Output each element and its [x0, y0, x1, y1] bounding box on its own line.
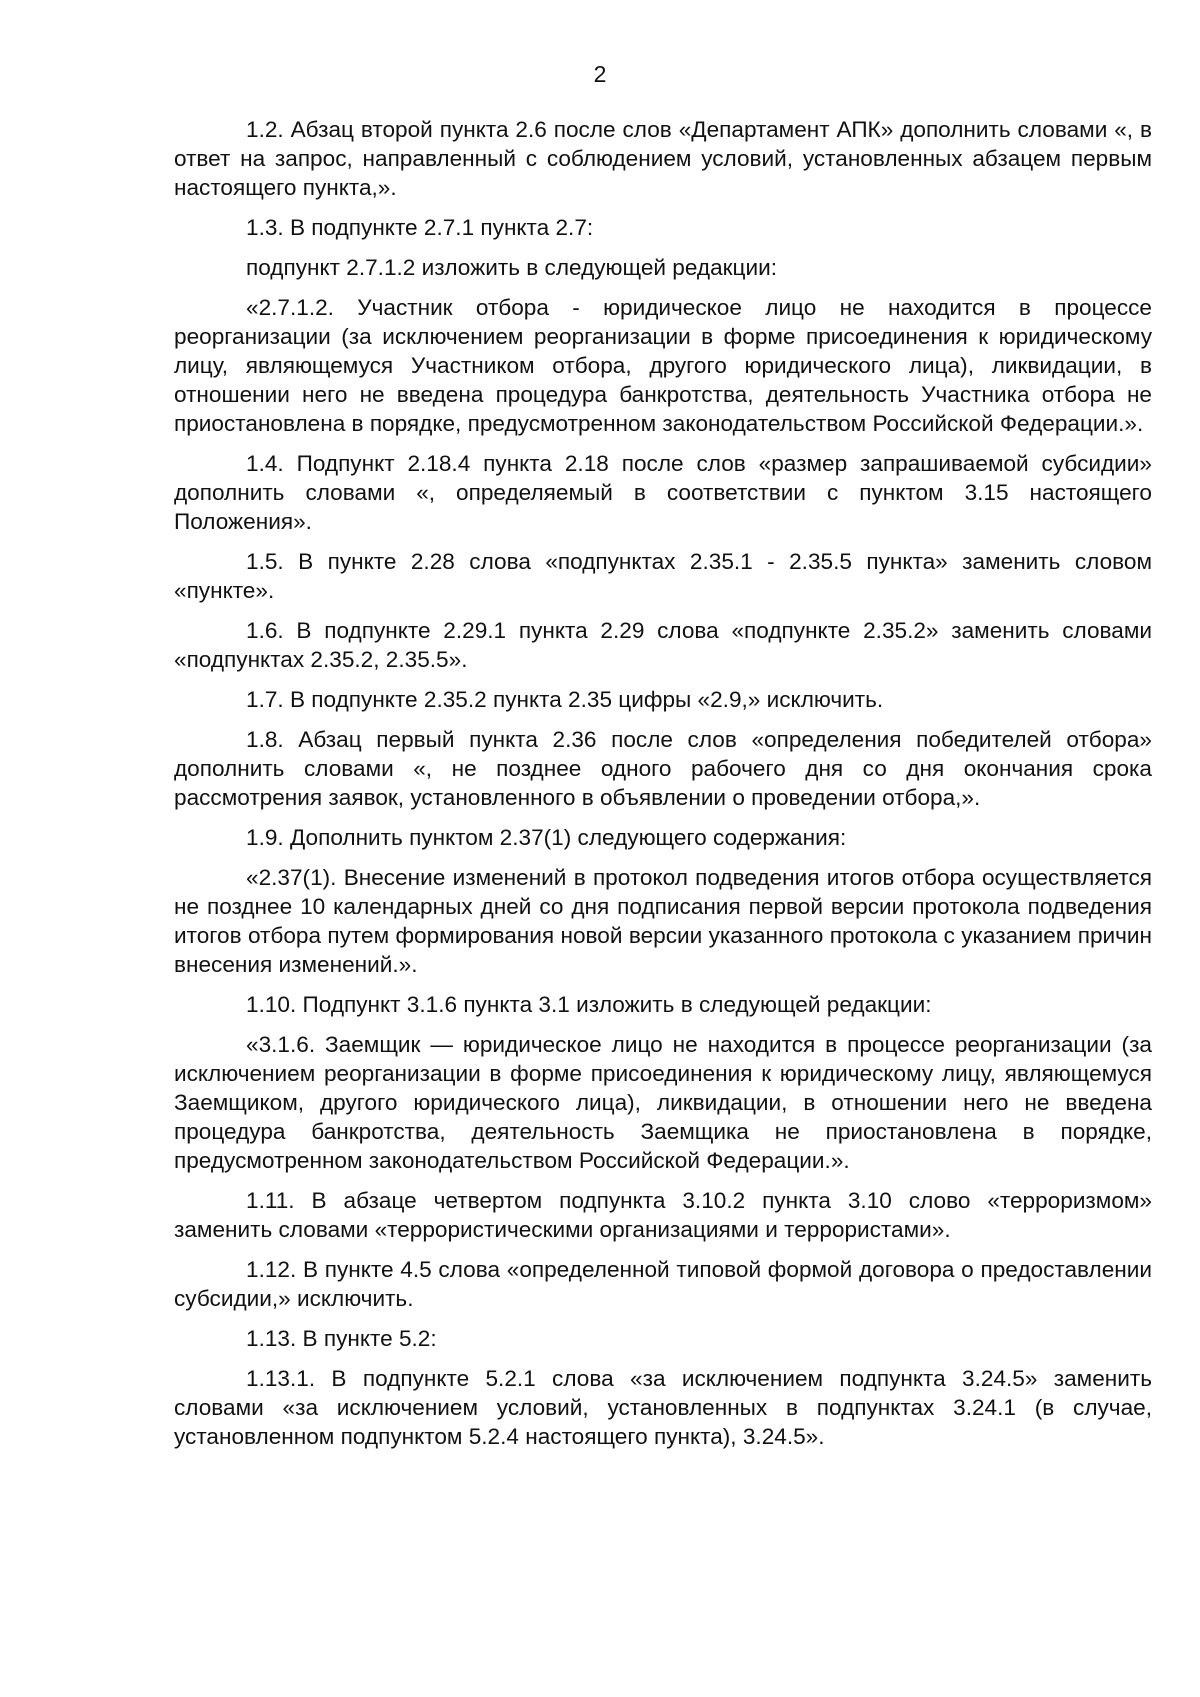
page-number: 2: [593, 61, 607, 87]
paragraph-1-3-sub: подпункт 2.7.1.2 изложить в следующей редакции:: [246, 255, 778, 280]
paragraph-1-13-1: 1.13.1. В подпункте 5.2.1 слова «за исключением подпункта 3.24.5» заменить словами «за исключением условий, установленных в подпунктах 3.24.1 (в случае, установленном подпунктом 5.2.4 настоящего пункта), 3.24.5».: [174, 1366, 1152, 1449]
paragraph-1-5: 1.5. В пункте 2.28 слова «подпунктах 2.35.1 - 2.35.5 пункта» заменить словом «пункте».: [174, 549, 1152, 603]
paragraph-1-13: 1.13. В пункте 5.2:: [246, 1326, 437, 1351]
paragraph-1-8: 1.8. Абзац первый пункта 2.36 после слов «определения победителей отбора» дополнить словами «, не позднее одного рабочего дня со дня окончания срока рассмотрения заявок, установленного в объявлении о проведении отбора,».: [174, 727, 1152, 810]
paragraph-1-10: 1.10. Подпункт 3.1.6 пункта 3.1 изложить в следующей редакции:: [246, 992, 932, 1017]
paragraph-1-3: 1.3. В подпункте 2.7.1 пункта 2.7:: [246, 215, 594, 240]
paragraph-1-7: 1.7. В подпункте 2.35.2 пункта 2.35 цифры «2.9,» исключить.: [246, 687, 884, 712]
paragraph-2-37-1-text: «2.37(1). Внесение изменений в протокол подведения итогов отбора осуществляется не позднее 10 календарных дней со дня подписания первой версии протокола подведения итогов отбора путем формирования новой версии указанного протокола с указанием причин внесения изменений.».: [174, 865, 1152, 977]
paragraph-1-12: 1.12. В пункте 4.5 слова «определенной типовой формой договора о предоставлении субсидии,» исключить.: [174, 1257, 1152, 1311]
paragraph-3-1-6-text: «3.1.6. Заемщик — юридическое лицо не находится в процессе реорганизации (за исключением реорганизации в форме присоединения к юридическому лицу, являющемуся Заемщиком, другого юридического лица), ликвидации, в отношении него не введена процедура банкротства, деятельность Заемщика не приостановлена в порядке, предусмотренном законодательством Российской Федерации.».: [174, 1032, 1152, 1173]
paragraph-2-7-1-2-text: «2.7.1.2. Участник отбора - юридическое лицо не находится в процессе реорганизации (за исключением реорганизации в форме присоединения к юридическому лицу, являющемуся Участником отбора, другого юридического лица), ликвидации, в отношении него не введена процедура банкротства, деятельность Участника отбора не приостановлена в порядке, предусмотренном законодательством Российской Федерации.».: [174, 295, 1152, 436]
paragraph-1-9: 1.9. Дополнить пунктом 2.37(1) следующего содержания:: [246, 825, 847, 850]
paragraph-1-4: 1.4. Подпункт 2.18.4 пункта 2.18 после слов «размер запрашиваемой субсидии» дополнить словами «, определяемый в соответствии с пунктом 3.15 настоящего Положения».: [174, 451, 1152, 534]
paragraph-1-2: 1.2. Абзац второй пункта 2.6 после слов «Департамент АПК» дополнить словами «, в ответ на запрос, направленный с соблюдением условий, установленных абзацем первым настоящего пункта,».: [174, 117, 1152, 200]
paragraph-1-11: 1.11. В абзаце четвертом подпункта 3.10.2 пункта 3.10 слово «терроризмом» заменить словами «террористическими организациями и террористами».: [174, 1188, 1152, 1242]
document-body: [174, 115, 1152, 1462]
paragraph-1-6: 1.6. В подпункте 2.29.1 пункта 2.29 слова «подпункте 2.35.2» заменить словами «подпунктах 2.35.2, 2.35.5».: [174, 618, 1152, 672]
